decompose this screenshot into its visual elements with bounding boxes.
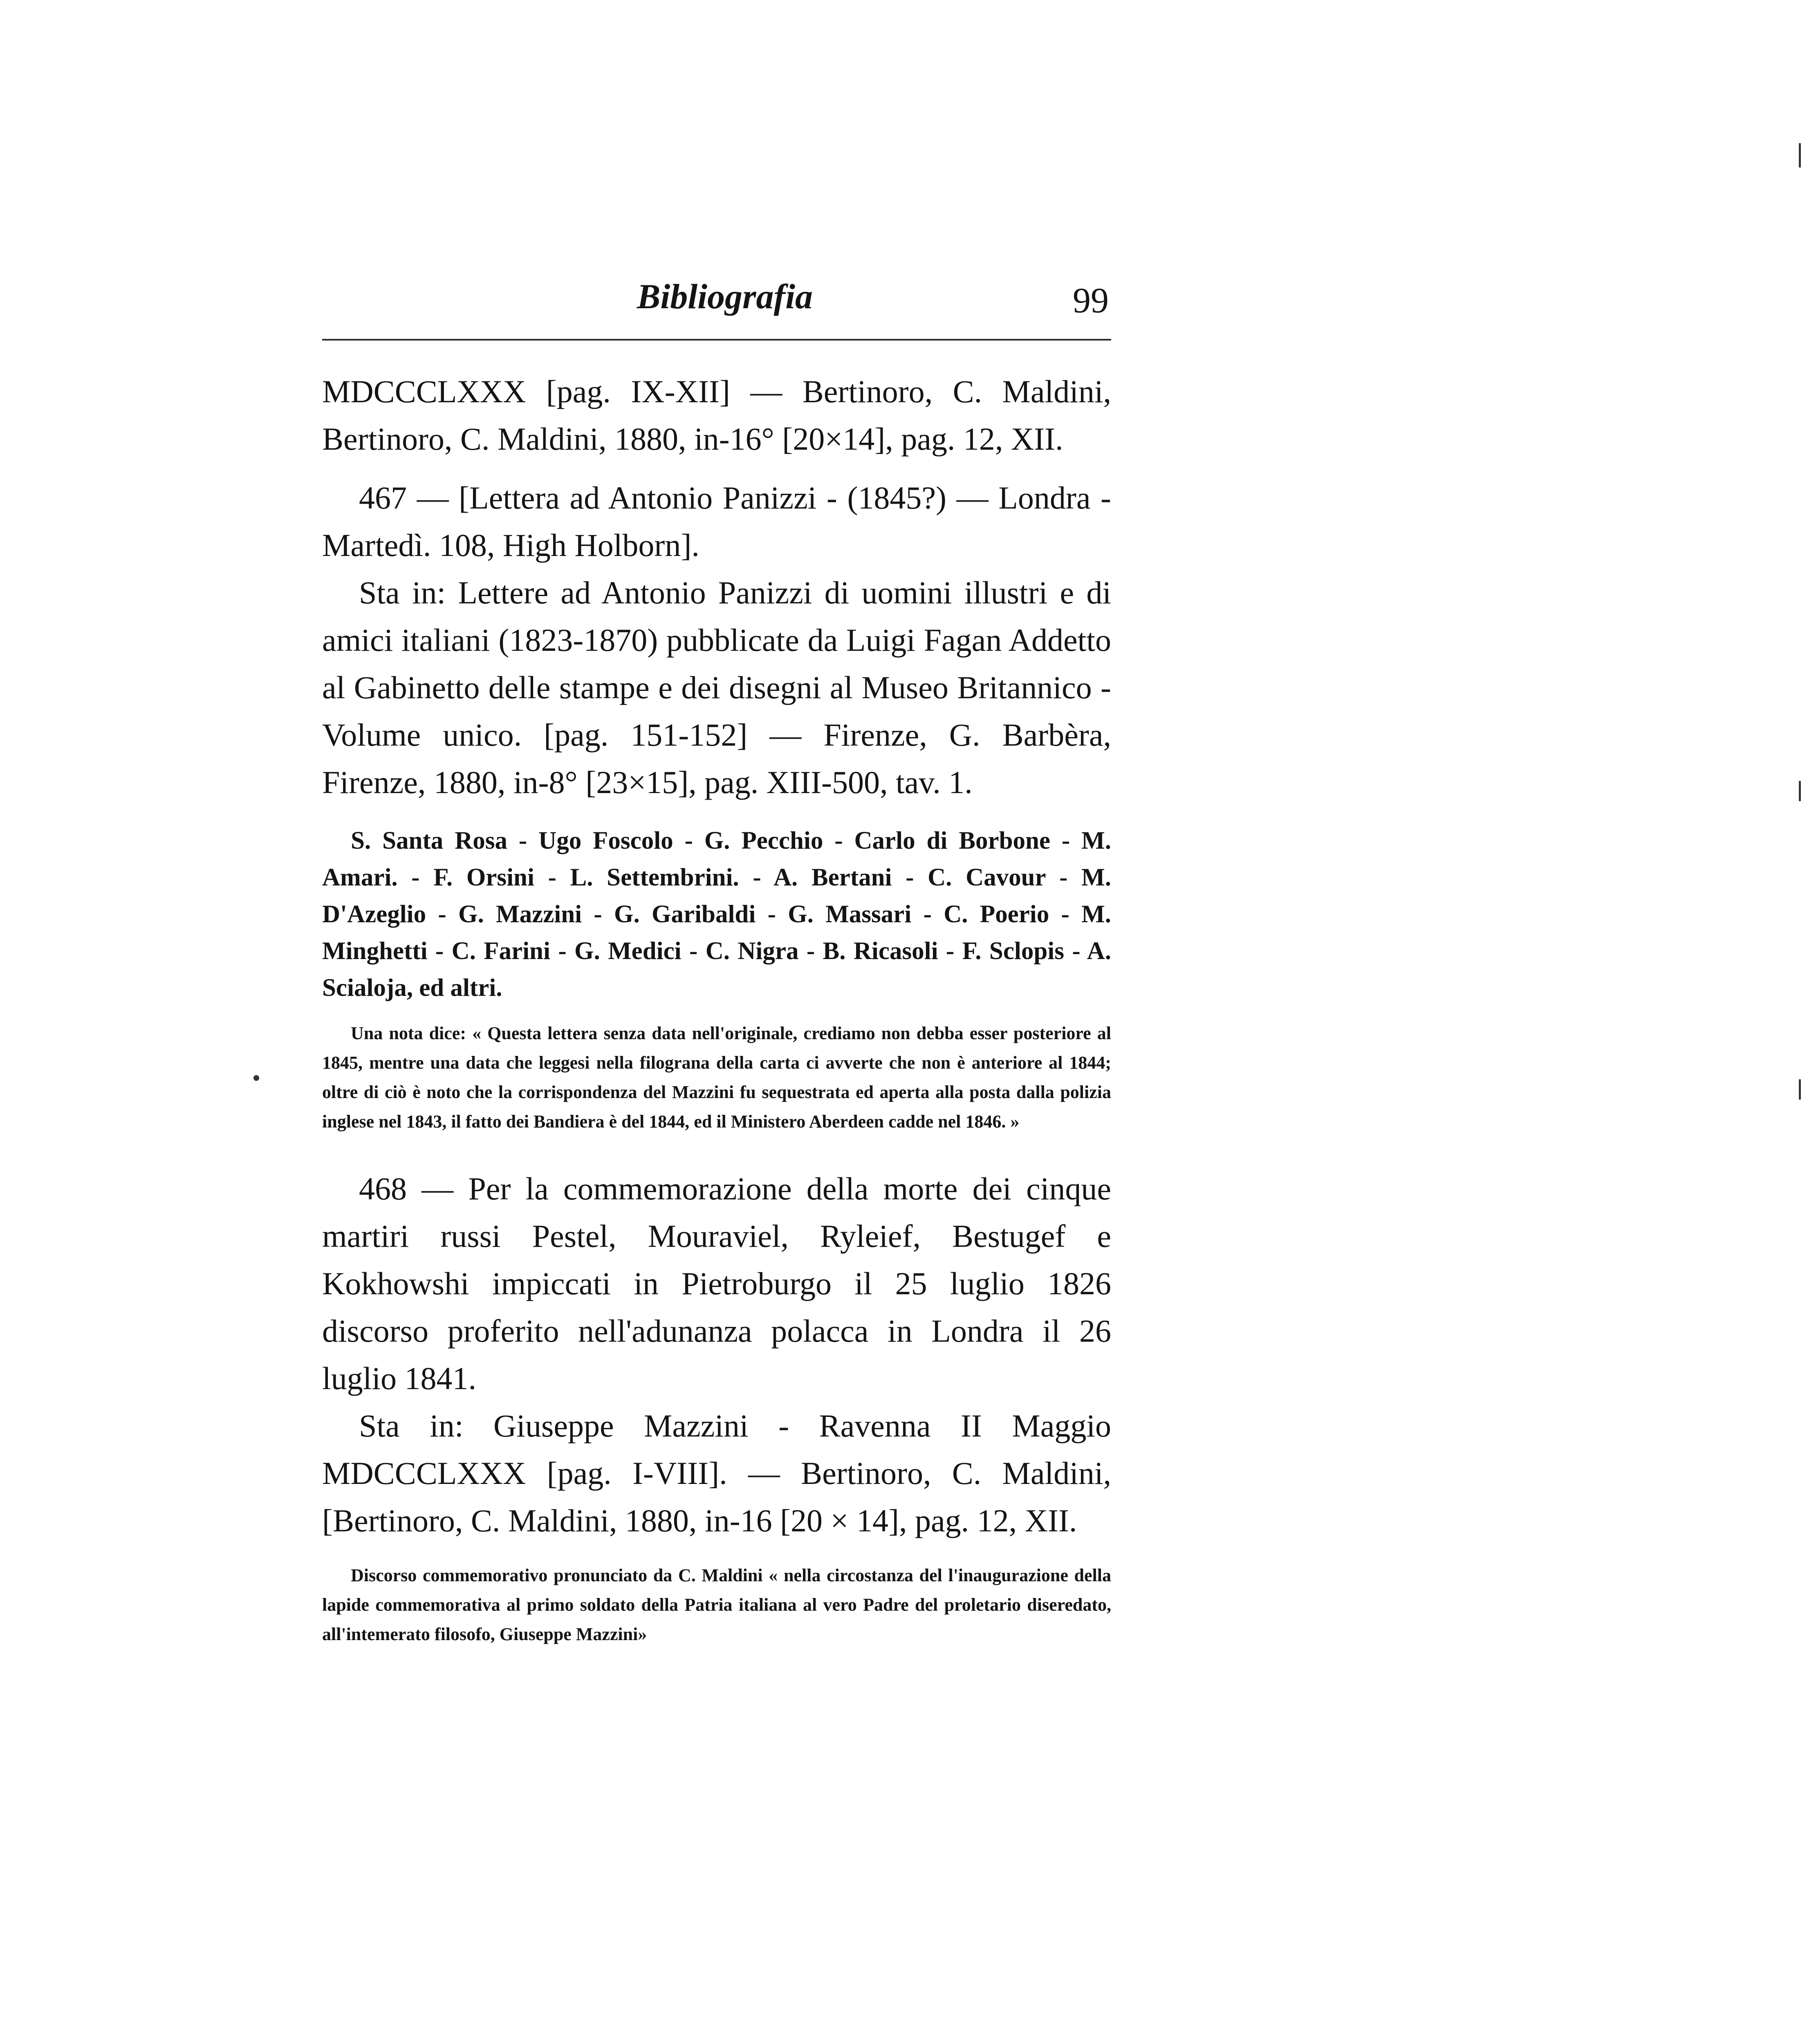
entry-466-continuation: MDCCCLXXX [pag. IX-XII] — Bertinoro, C. Maldini, Bertinoro, C. Maldini, 1880, in-16° [20×14], pag. 12, XII. bbox=[322, 374, 1111, 457]
running-title: Bibliografia bbox=[637, 277, 813, 316]
entry-468-source: Sta in: Giuseppe Mazzini - Ravenna II Maggio MDCCCLXXX [pag. I-VIII]. — Bertinoro, C. Maldini, [Bertinoro, C. Maldini, 1880, in-16 [20 × 14], pag. 12, XII. bbox=[322, 1408, 1111, 1538]
entry-467-note: Una nota dice: « Questa lettera senza data nell'originale, crediamo non debba esser posteriore al 1845, mentre una data che leggesi nella filograna della carta ci avverte che non è anteriore al 1844; oltre di ciò è noto che la corrispondenza del Mazzini fu sequestrata ed aperta alla posta dalla polizia inglese nel 1843, il fatto dei Bandiera è del 1844, ed il Ministero Aberdeen cadde nel 1846. » bbox=[322, 1023, 1111, 1132]
bibliography-body bbox=[322, 368, 1111, 1649]
entry-467-title: 467 — [Lettera ad Antonio Panizzi - (1845?) — Londra - Martedì. 108, High Holborn]. bbox=[322, 480, 1111, 563]
page-header bbox=[322, 268, 1111, 325]
book-page bbox=[322, 0, 1111, 2044]
entry-467-correspondents: S. Santa Rosa - Ugo Foscolo - G. Pecchio - Carlo di Borbone - M. Amari. - F. Orsini - L. Settembrini. - A. Bertani - C. Cavour - M. D'Azeglio - G. Mazzini - G. Garibaldi - G. Massari - C. Poerio - M. Minghetti - C. Farini - G. Medici - C. Nigra - B. Ricasoli - F. Sclopis - A. Scialoja, ed altri. bbox=[322, 827, 1111, 1002]
entry-468-title: 468 — Per la commemorazione della morte dei cinque martiri russi Pestel, Mouraviel, Ryleief, Bestugef e Kokhowshi impiccati in Pietroburgo il 25 luglio 1826 discorso proferito nell'adunanza polacca in Londra il 26 luglio 1841. bbox=[322, 1171, 1111, 1396]
entry-467-source: Sta in: Lettere ad Antonio Panizzi di uomini illustri e di amici italiani (1823-1870) pubblicate da Luigi Fagan Addetto al Gabinetto delle stampe e dei disegni al Museo Britannico - Volume unico. [pag. 151-152] — Firenze, G. Barbèra, Firenze, 1880, in-8° [23×15], pag. XIII-500, tav. 1. bbox=[322, 575, 1111, 800]
scan-edge-mark bbox=[1799, 143, 1801, 168]
scan-edge-mark bbox=[1799, 781, 1801, 801]
scan-edge-mark bbox=[1799, 1079, 1801, 1100]
scan-speck bbox=[253, 1075, 259, 1081]
entry-468-note: Discorso commemorativo pronunciato da C. Maldini « nella circostanza del l'inaugurazione della lapide commemorativa al primo soldato della Patria italiana al vero Padre del proletario diseredato, all'intemerato filosofo, Giuseppe Mazzini» bbox=[322, 1565, 1111, 1644]
page-number: 99 bbox=[1073, 281, 1109, 320]
header-rule bbox=[322, 339, 1111, 341]
